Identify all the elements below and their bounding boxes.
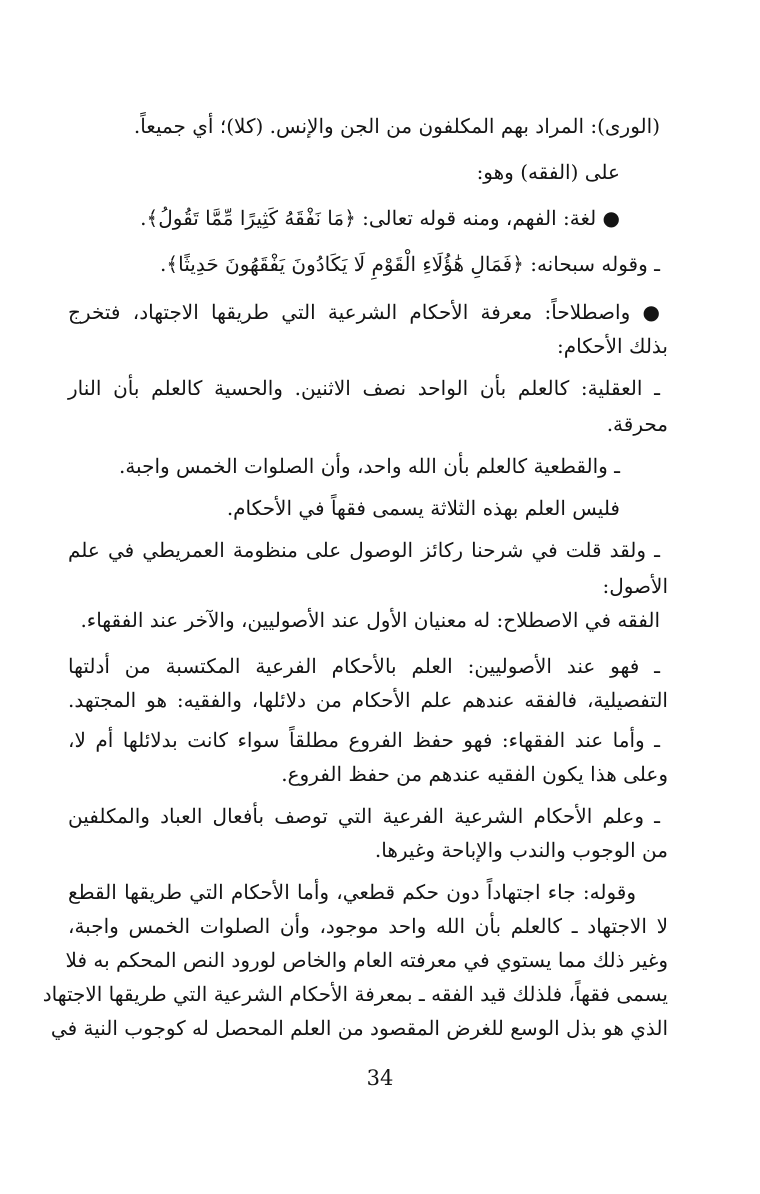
text-line: ـ وقوله سبحانه: ﴿فَمَالِ هَٰؤُلَاءِ الْقَوْمِ لَا يَكَادُونَ يَفْقَهُونَ حَدِيثًا﴾. [160,252,660,276]
text-line: وغير ذلك مما يستوي في معرفته العام والخاص لورود النص المحكم به فلا [65,948,668,972]
text-line: وقوله: جاء اجتهاداً دون حكم قطعي، وأما الأحكام التي طريقها القطع [68,880,636,904]
text-line: ـ العقلية: كالعلم بأن الواحد نصف الاثنين. والحسية كالعلم بأن النار [68,376,660,400]
text-line: محرقة. [606,412,668,436]
text-line: ـ والقطعية كالعلم بأن الله واحد، وأن الصلوات الخمس واجبة. [118,454,620,478]
text-line: ـ وأما عند الفقهاء: فهو حفظ الفروع مطلقاً سواء كانت بدلائلها أم لا، [68,728,660,752]
text-line: (الورى): المراد بهم المكلفون من الجن والإنس. (كلا)؛ أي جميعاً. [133,114,660,138]
text-line: على (الفقه) وهو: [476,160,620,184]
page-number: 34 [366,1066,394,1090]
text-line: الفقه في الاصطلاح: له معنيان الأول عند الأصوليين، والآخر عند الفقهاء. [80,608,660,632]
text-line: ـ ولقد قلت في شرحنا ركائز الوصول على منظومة العمريطي في علم [68,538,660,562]
text-line: ● واصطلاحاً: معرفة الأحكام الشرعية التي طريقها الاجتهاد، فتخرج [68,300,660,324]
text-line: ـ وعلم الأحكام الشرعية الفرعية التي توصف بأفعال العباد والمكلفين [68,804,660,828]
text-line: الذي هو بذل الوسع للغرض المقصود من العلم المحصل له كوجوب النية في [50,1016,668,1040]
text-line: الأصول: [602,574,668,598]
text-line: لا الاجتهاد ـ كالعلم بأن الله واحد موجود، وأن الصلوات الخمس واجبة، [68,914,668,938]
text-line: ـ فهو عند الأصوليين: العلم بالأحكام الفرعية المكتسبة من أدلتها [68,654,661,678]
text-line: من الوجوب والندب والإباحة وغيرها. [374,838,668,862]
text-line: ● لغة: الفهم، ومنه قوله تعالى: ﴿مَا نَفْقَهُ كَثِيرًا مِّمَّا تَقُولُ﴾. [140,206,620,230]
text-line: فليس العلم بهذه الثلاثة يسمى فقهاً في الأحكام. [226,496,620,520]
text-line: يسمى فقهاً، فلذلك قيد الفقه ـ بمعرفة الأحكام الشرعية التي طريقها الاجتهاد [42,982,668,1006]
text-line: التفصيلية، فالفقه عندهم علم الأحكام من دلائلها، والفقيه: هو المجتهد. [68,688,668,712]
text-line: وعلى هذا يكون الفقيه عندهم من حفظ الفروع. [281,762,668,786]
text-line: بذلك الأحكام: [557,334,668,358]
